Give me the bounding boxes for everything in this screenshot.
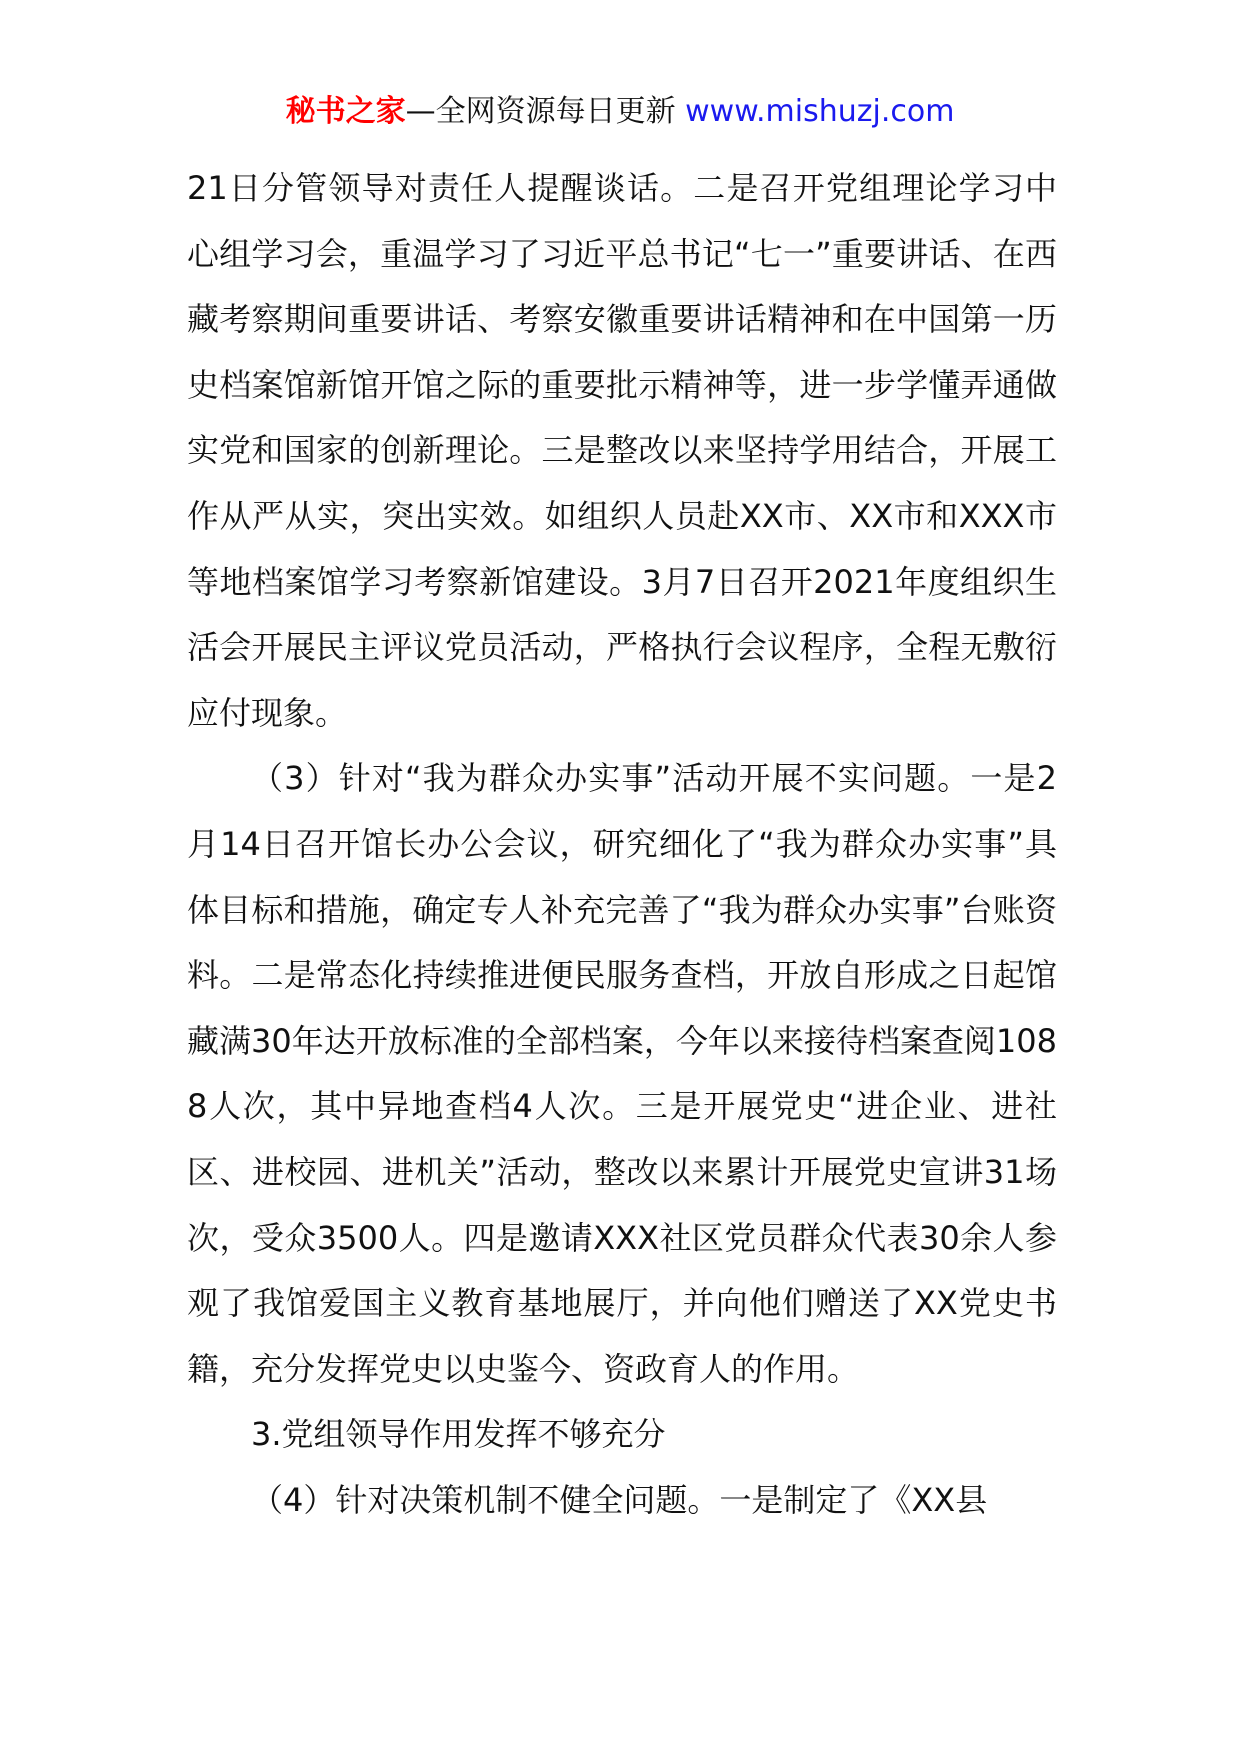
paragraph-continued: 21日分管领导对责任人提醒谈话。二是召开党组理论学习中心组学习会，重温学习了习近平总书记“七一”重要讲话、在西藏考察期间重要讲话、考察安徽重要讲话精神和在中国第一历史档案馆新馆开馆之际的重要批示精神等，进一步学懂弄通做实党和国家的创新理论。三是整改以来坚持学用结合，开展工作从严从实，突出实效。如组织人员赴XX市、XX市和XXX市等地档案馆学习考察新馆建设。3月7日召开2021年度组织生活会开展民主评议党员活动，严格执行会议程序，全程无敷衍应付现象。 — [187, 169, 1057, 732]
document-body — [187, 156, 1057, 1533]
header-tagline: —全网资源每日更新 — [405, 94, 686, 129]
paragraph-item-4: （4）针对决策机制不健全问题。一是制定了《XX县 — [251, 1480, 988, 1519]
page-header — [0, 92, 1240, 132]
section-heading: 3.党组领导作用发挥不够充分 — [251, 1415, 666, 1454]
paragraph-item-3: （3）针对“我为群众办实事”活动开展不实问题。一是2月14日召开馆长办公会议，研究细化了“我为群众办实事”具体目标和措施，确定专人补充完善了“我为群众办实事”台账资料。二是常态化持续推进便民服务查档，开放自形成之日起馆藏满30年达开放标准的全部档案，今年以来接待档案查阅1088人次，其中异地查档4人次。三是开展党史“进企业、进社区、进校园、进机关”活动，整改以来累计开展党史宣讲31场次，受众3500人。四是邀请XXX社区党员群众代表30余人参观了我馆爱国主义教育基地展厅，并向他们赠送了XX党史书籍，充分发挥党史以史鉴今、资政育人的作用。 — [187, 759, 1057, 1388]
brand-name: 秘书之家 — [285, 94, 406, 129]
site-url-link[interactable]: www.mishuzj.com — [685, 94, 955, 129]
